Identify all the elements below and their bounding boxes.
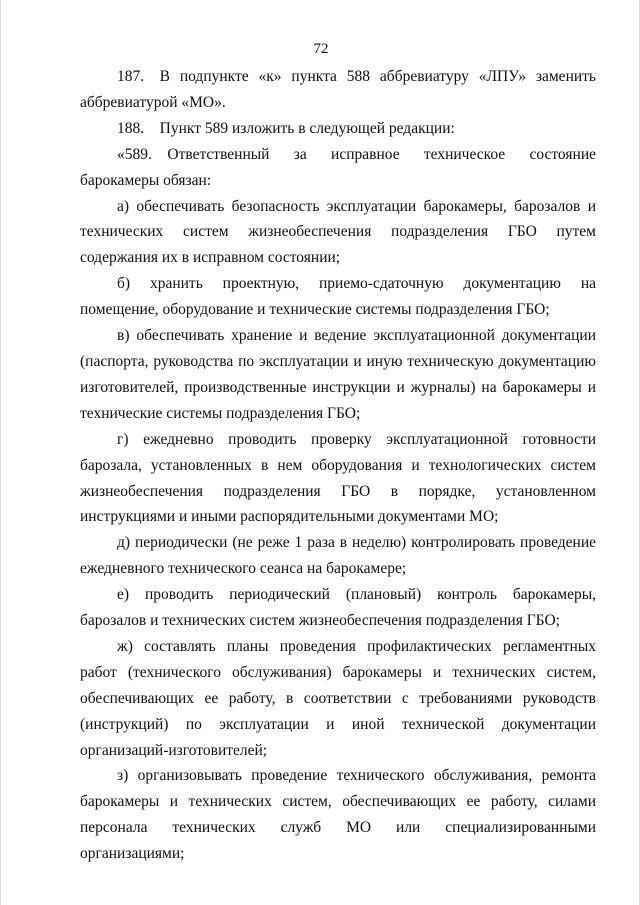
page-number: 72 [313, 41, 329, 57]
paragraph-188: 188. Пункт 589 изложить в следующей редакции: [117, 119, 455, 137]
paragraph-589-intro: «589. Ответственный за исправное техническое состояние барокамеры обязан: [80, 145, 596, 189]
list-item-a: а) обеспечивать безопасность эксплуатации барокамеры, барозалов и технических систем жизнеобеспечения подразделения ГБО путем содержания их в исправном состоянии; [80, 197, 596, 267]
list-item-z: з) организовывать проведение технического обслуживания, ремонта барокамеры и технических систем, обеспечивающих ее работу, силами персонала технических служб МО или специализированными организациями; [80, 767, 596, 863]
list-item-d: д) периодически (не реже 1 раза в неделю) контролировать проведение ежедневного технического сеанса на барокамере; [80, 534, 596, 578]
paragraph-187: 187. В подпункте «к» пункта 588 аббревиатуру «ЛПУ» заменить аббревиатурой «МО». [80, 68, 596, 111]
list-item-g: г) ежедневно проводить проверку эксплуатационной готовности барозала, установленных в нем оборудования и технологических систем жизнеобеспечения подразделения ГБО в порядке, установленном инструкциями и иными распорядительными документами МО; [80, 430, 596, 526]
list-item-e: е) проводить периодический (плановый) контроль барокамеры, барозалов и технических систем жизнеобеспечения подразделения ГБО; [80, 586, 596, 630]
list-item-b: б) хранить проектную, приемо-сдаточную документацию на помещение, оборудование и технические системы подразделения ГБО; [80, 275, 596, 319]
document-body [80, 64, 596, 867]
list-item-zh: ж) составлять планы проведения профилактических регламентных работ (технического обслуживания) барокамеры и технических систем, обеспечивающих ее работу, в соответствии с требованиями руководств (инструкций) по эксплуатации и иной технической документации организаций-изготовителей; [80, 637, 596, 759]
list-item-v: в) обеспечивать хранение и ведение эксплуатационной документации (паспорта, руководства по эксплуатации и иную техническую документацию изготовителей, производственные инструкции и журналы) на барокамеры и технические системы подразделения ГБО; [80, 327, 596, 422]
